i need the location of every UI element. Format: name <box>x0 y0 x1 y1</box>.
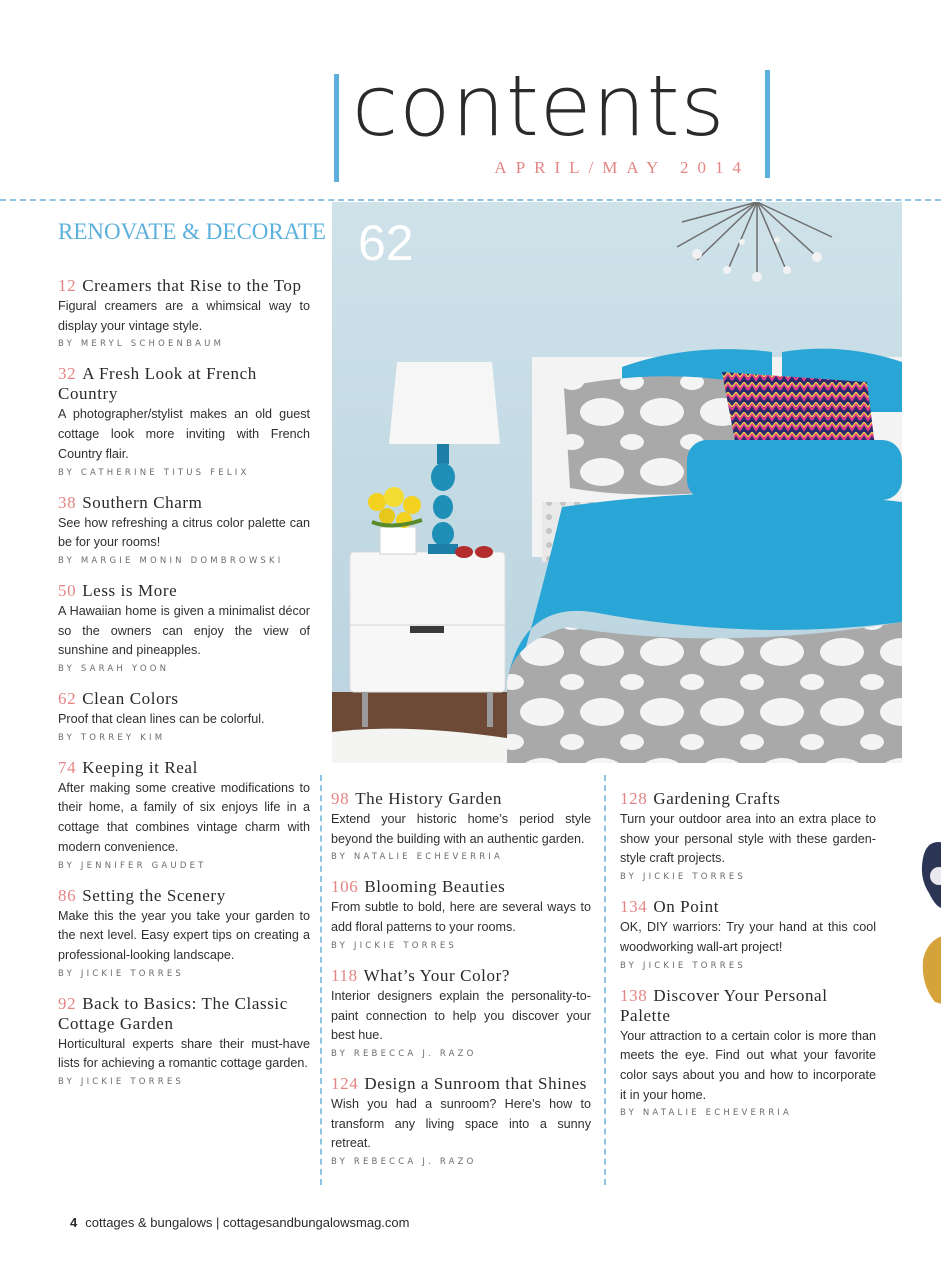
entry-description: A photographer/stylist makes an old guest cottage look more inviting with French Country flair. <box>58 407 310 461</box>
entry-byline: BY JICKIE TORRES <box>58 968 185 979</box>
entry-description: Interior designers explain the personality-to-paint connection to help you discover your best hue. <box>331 988 591 1043</box>
entry-byline: BY JICKIE TORRES <box>58 1077 185 1088</box>
toc-column-1 <box>58 276 310 1102</box>
entry-byline: BY NATALIE ECHEVERRIA <box>331 852 504 863</box>
entry-page-number: 74 <box>58 757 77 777</box>
entry-page-number: 124 <box>331 1073 359 1093</box>
entry-heading <box>331 1074 591 1094</box>
toc-entry[interactable] <box>58 493 310 566</box>
toc-entry[interactable] <box>620 986 876 1119</box>
toc-entry[interactable] <box>58 364 310 477</box>
entry-heading <box>331 966 591 986</box>
entry-description: Figural creamers are a whimsical way to display your vintage style. <box>58 299 310 333</box>
entry-page-number: 134 <box>620 897 648 917</box>
entry-title: Clean Colors <box>82 689 179 709</box>
page-title: contents <box>352 57 726 155</box>
entry-page-number: 106 <box>331 877 359 897</box>
entry-byline: BY NATALIE ECHEVERRIA <box>620 1108 793 1119</box>
section-title: RENOVATE & DECORATE <box>58 219 326 244</box>
entry-page-number: 86 <box>58 885 77 905</box>
entry-title: On Point <box>653 897 720 917</box>
feature-photo <box>332 202 902 763</box>
entry-byline: BY JICKIE TORRES <box>620 960 747 971</box>
toc-entry[interactable] <box>620 789 876 882</box>
entry-page-number: 62 <box>58 689 77 709</box>
toc-entry[interactable] <box>620 897 876 970</box>
column-divider-2 <box>604 775 606 1185</box>
entry-heading <box>58 364 310 404</box>
entry-heading <box>331 877 591 897</box>
toc-entry[interactable] <box>58 581 310 674</box>
entry-byline: BY CATHERINE TITUS FELIX <box>58 467 250 478</box>
entry-byline: BY SARAH YOON <box>58 664 170 675</box>
entry-title: Southern Charm <box>82 492 203 512</box>
toc-entry[interactable] <box>58 689 310 743</box>
folio-number: 4 <box>70 1215 78 1230</box>
entry-description: Make this the year you take your garden to the next level. Easy expert tips on creating a professional-looking landscape. <box>58 908 310 962</box>
entry-description: Wish you had a sunroom? Here’s how to transform any living space into a sunny retreat. <box>331 1096 591 1151</box>
entry-byline: BY JICKIE TORRES <box>331 940 458 951</box>
entry-heading <box>620 986 876 1026</box>
entry-heading <box>331 789 591 809</box>
entry-byline: BY REBECCA J. RAZO <box>331 1048 477 1059</box>
entry-heading <box>58 994 310 1034</box>
masthead-right-bar <box>765 70 770 178</box>
entry-title: Creamers that Rise to the Top <box>82 276 302 295</box>
toc-entry[interactable] <box>331 877 591 950</box>
toc-entry[interactable] <box>331 1074 591 1167</box>
entry-title: Design a Sunroom that Shines <box>364 1073 587 1093</box>
masthead-left-bar <box>334 74 339 182</box>
entry-title: Discover Your Personal Palette <box>620 985 828 1025</box>
entry-page-number: 138 <box>620 985 648 1005</box>
entry-description: Your attraction to a certain color is more than meets the eye. Find out what your favorite color says about you and how to incorporate it in your home. <box>620 1028 876 1102</box>
entry-title: What’s Your Color? <box>363 965 510 985</box>
entry-description: Proof that clean lines can be colorful. <box>58 712 265 727</box>
entry-description: See how refreshing a citrus color palette can be for your rooms! <box>58 515 310 550</box>
page-footer <box>70 1215 409 1230</box>
entry-heading <box>620 897 876 917</box>
entry-page-number: 98 <box>331 789 350 808</box>
entry-byline: BY JICKIE TORRES <box>620 872 747 883</box>
masthead <box>334 57 770 182</box>
issue-date: APRIL/MAY 2014 <box>494 158 750 177</box>
entry-description: Horticultural experts share their must-have lists for achieving a romantic cottage garden. <box>58 1036 310 1071</box>
toc-entry[interactable] <box>58 276 310 349</box>
entry-heading <box>58 581 310 601</box>
entry-description: Extend your historic home’s period style beyond the building with an authentic garden. <box>331 812 591 846</box>
entry-title: A Fresh Look at French Country <box>58 364 257 404</box>
entry-heading <box>58 276 310 296</box>
footer-text: cottages & bungalows | cottagesandbungalowsmag.com <box>85 1215 410 1230</box>
entry-page-number: 12 <box>58 276 77 295</box>
toc-column-2 <box>331 789 591 1182</box>
entry-byline: BY TORREY KIM <box>58 732 166 743</box>
entry-page-number: 32 <box>58 364 77 384</box>
toc-entry[interactable] <box>331 966 591 1059</box>
toc-entry[interactable] <box>58 886 310 979</box>
entry-title: Gardening Crafts <box>653 789 781 808</box>
entry-title: Keeping it Real <box>82 757 198 777</box>
column-divider-1 <box>320 775 322 1185</box>
entry-title: Blooming Beauties <box>364 877 506 897</box>
top-divider <box>0 199 941 201</box>
entry-heading <box>58 886 310 906</box>
entry-byline: BY MARGIE MONIN DOMBROWSKI <box>58 555 284 566</box>
entry-page-number: 128 <box>620 789 648 808</box>
entry-description: From subtle to bold, here are several ways to add floral patterns to your rooms. <box>331 900 591 935</box>
edge-flower-gold-icon <box>921 930 941 1010</box>
entry-byline: BY JENNIFER GAUDET <box>58 860 207 871</box>
entry-heading <box>58 493 310 513</box>
entry-title: The History Garden <box>355 789 502 808</box>
entry-heading <box>620 789 876 809</box>
entry-heading <box>58 689 310 709</box>
entry-heading <box>58 758 310 778</box>
entry-page-number: 50 <box>58 580 77 600</box>
entry-description: OK, DIY warriors: Try your hand at this cool woodworking wall-art project! <box>620 920 876 954</box>
bedroom-illustration <box>332 202 902 763</box>
entry-title: Less is More <box>82 580 178 600</box>
entry-page-number: 38 <box>58 492 77 512</box>
toc-entry[interactable] <box>58 758 310 871</box>
photo-page-number: 62 <box>358 215 414 271</box>
entry-byline: BY REBECCA J. RAZO <box>331 1157 477 1168</box>
entry-page-number: 92 <box>58 993 77 1013</box>
toc-column-3 <box>620 789 876 1133</box>
entry-description: A Hawaiian home is given a minimalist décor so the owners can enjoy the view of sunshine and pineapples. <box>58 603 310 658</box>
entry-description: Turn your outdoor area into an extra place to show your personal style with these garden-style craft projects. <box>620 812 876 866</box>
entry-title: Back to Basics: The Classic Cottage Garden <box>58 993 288 1033</box>
entry-page-number: 118 <box>331 965 358 985</box>
entry-title: Setting the Scenery <box>82 885 226 905</box>
toc-entry[interactable] <box>331 789 591 862</box>
edge-flower-navy-icon <box>919 838 941 918</box>
entry-byline: BY MERYL SCHOENBAUM <box>58 339 225 350</box>
toc-entry[interactable] <box>58 994 310 1087</box>
entry-description: After making some creative modifications to their home, a family of six enjoys life in a cottage that combines vintage charm with modern convenience. <box>58 780 310 854</box>
